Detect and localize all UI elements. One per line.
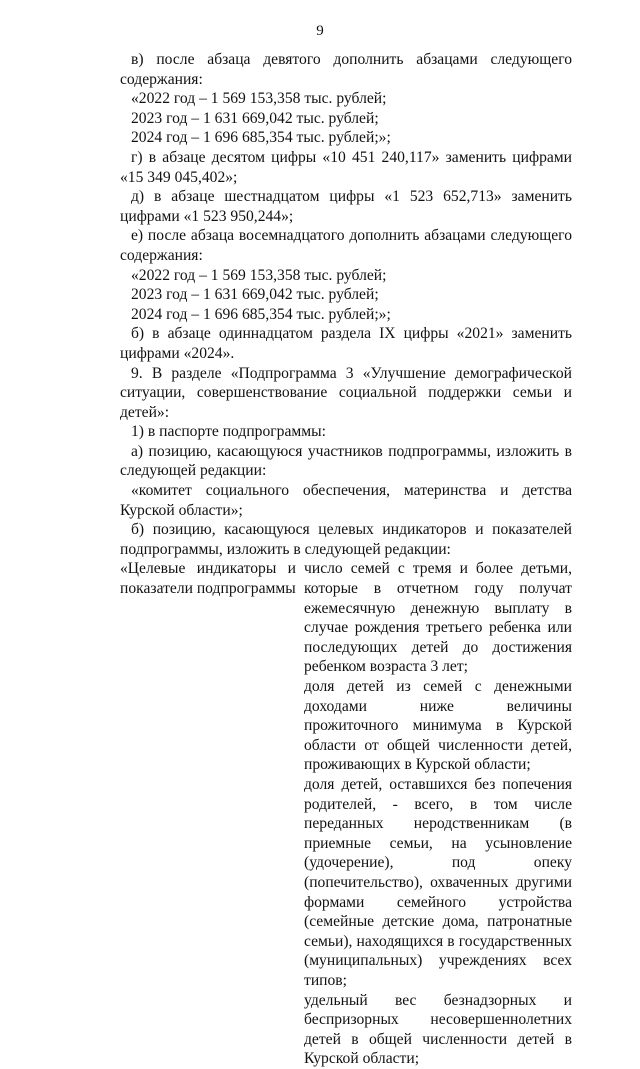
indicator-item: доля детей, оставшихся без попечения родителей, - всего, в том числе переданных неродственникам (в приемные семьи, на усыновление (удочерение), под опеку (попечительство), охваченных другими формами семейного устройства (семейные детские дома, патронатные семьи), находящихся в государственных (муниципальных) учреждениях всех типов; [304,775,572,989]
indicator-item: число семей с тремя и более детьми, которые в отчетном году получат ежемесячную денежную выплату в случае рождения третьего ребенка или последующих детей до достижения ребенком возраста 3 лет; [304,560,572,676]
document-body [120,50,572,1069]
paragraph: «комитет социального обеспечения, материнства и детства Курской области»; [120,482,572,519]
paragraph: 2024 год – 1 696 685,354 тыс. рублей;»; [131,305,391,323]
paragraph: б) позицию, касающуюся целевых индикаторов и показателей подпрограммы, изложить в следующей редакции: [120,521,572,558]
paragraph: д) в абзаце шестнадцатом цифры «1 523 652,713» заменить цифрами «1 523 950,244»; [120,188,572,225]
indicators-table [120,559,572,1068]
table-left-cell [120,559,304,1068]
indicator-item: удельный вес безнадзорных и беспризорных несовершеннолетних детей в общей численности детей в Курской области; [304,991,572,1068]
paragraph: а) позицию, касающуюся участников подпрограммы, изложить в следующей редакции: [120,442,572,480]
paragraph: «2022 год – 1 569 153,358 тыс. рублей; [131,90,387,108]
paragraph: «2022 год – 1 569 153,358 тыс. рублей; [131,266,387,284]
table-right-cell [304,559,572,1068]
paragraph: е) после абзаца восемнадцатого дополнить абзацами следующего содержания: [120,227,572,264]
paragraph: 9. В разделе «Подпрограмма 3 «Улучшение демографической ситуации, совершенствование социальной поддержки семьи и детей»: [120,364,572,421]
indicator-item: доля детей из семей с денежными доходами ниже величины прожиточного минимума в Курской области от общей численности детей, проживающих в Курской области; [304,678,572,774]
paragraph: б) в абзаце одиннадцатом раздела IX цифры «2021» заменить цифрами «2024». [120,325,572,362]
paragraph: в) после абзаца девятого дополнить абзацами следующего содержания: [120,51,572,88]
page-number: 9 [316,23,324,39]
paragraph: г) в абзаце десятом цифры «10 451 240,117» заменить цифрами «15 349 045,402»; [120,148,572,186]
paragraph: 1) в паспорте подпрограммы: [131,423,326,441]
table-left-label: «Целевые индикаторы и показатели подпрограммы [120,560,296,598]
paragraph: 2023 год – 1 631 669,042 тыс. рублей; [131,109,379,127]
paragraph: 2023 год – 1 631 669,042 тыс. рублей; [131,286,379,304]
paragraph: 2024 год – 1 696 685,354 тыс. рублей;»; [131,129,391,147]
